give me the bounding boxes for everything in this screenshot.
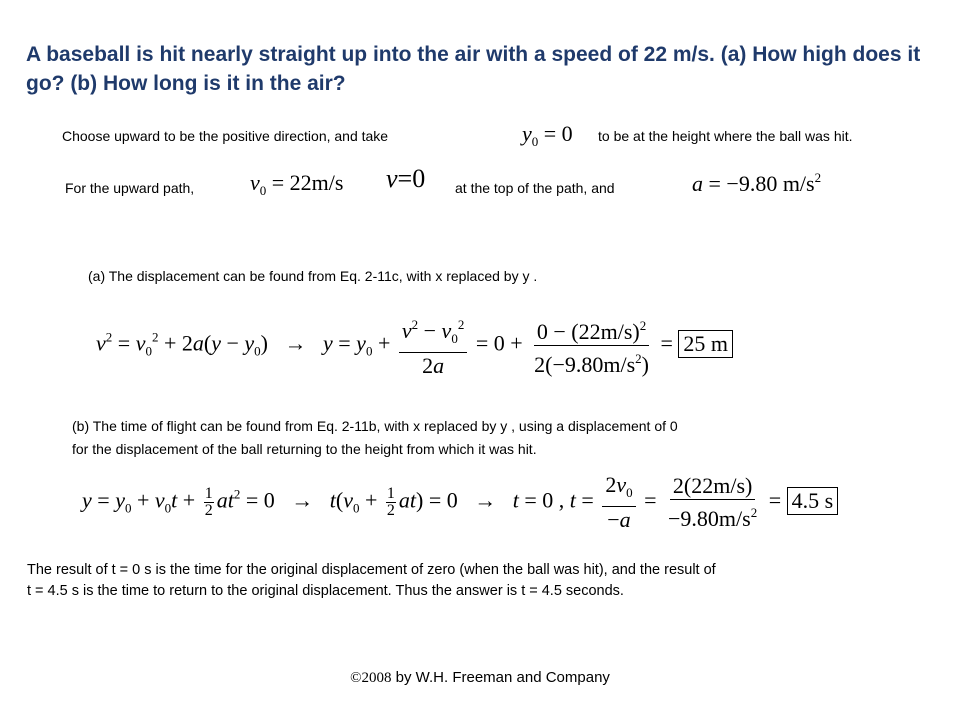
equation-part-a: $v^2 = v_0^2 + 2a(y - y_0) \to y = y_0$ + $\frac{v^2 - v_0^2}{2a}$ = 0 + $\frac{0 - (22m/s)^2}{2(-9.80m/s^2)}$ = 25 m — [96, 312, 733, 379]
equation-a: a = −9.80 $m/s^2$ — [692, 170, 822, 196]
part-a-answer: 25 m — [678, 330, 733, 358]
copyright-footer — [0, 669, 960, 687]
conclusion-line-1: The result of t = 0 s is the time for the original displacement of zero (when the ball was hit), and the result of — [27, 562, 716, 578]
publisher-name: by W.H. Freeman and Company — [391, 669, 610, 686]
setup-text-2a: For the upward path, — [65, 180, 195, 196]
equation-part-b: $y = y_0 + v_0t$ + $\frac{1}{2}$ $at^2 = 0 \to t(v_0$ + $\frac{1}{2}$ at) = 0 → t = 0 , t = $\frac{2v_0}{-a}$ = $\frac{2(22m/s)}{-9.80m/s^2}$ = 4.5 s — [82, 472, 838, 533]
part-b-intro-2: for the displacement of the ball returning to the height from which it was hit. — [72, 441, 537, 457]
part-b-answer: 4.5 s — [787, 487, 839, 515]
copyright-year: ©2008 — [350, 670, 392, 686]
equation-y0: $y_0 = 0$ — [522, 121, 573, 149]
equation-v0: $v_0 = 22m/s$ — [250, 170, 344, 198]
setup-text-1a: Choose upward to be the positive direction, and take — [62, 128, 389, 144]
part-a-intro: (a) The displacement can be found from Eq. 2-11c, with x replaced by y . — [88, 268, 538, 284]
part-b-intro-1: (b) The time of flight can be found from Eq. 2-11b, with x replaced by y , using a displacement of 0 — [72, 418, 678, 434]
setup-text-2b: at the top of the path, and — [455, 180, 615, 196]
setup-text-1b: to be at the height where the ball was hit. — [598, 128, 853, 144]
conclusion-line-2: t = 4.5 s is the time to return to the original displacement. Thus the answer is t = 4.5 seconds. — [27, 583, 624, 599]
problem-title: A baseball is hit nearly straight up into the air with a speed of 22 m/s. (a) How high does it go? (b) How long is it in the air? — [26, 43, 921, 95]
equation-v: v=0 — [386, 164, 426, 193]
